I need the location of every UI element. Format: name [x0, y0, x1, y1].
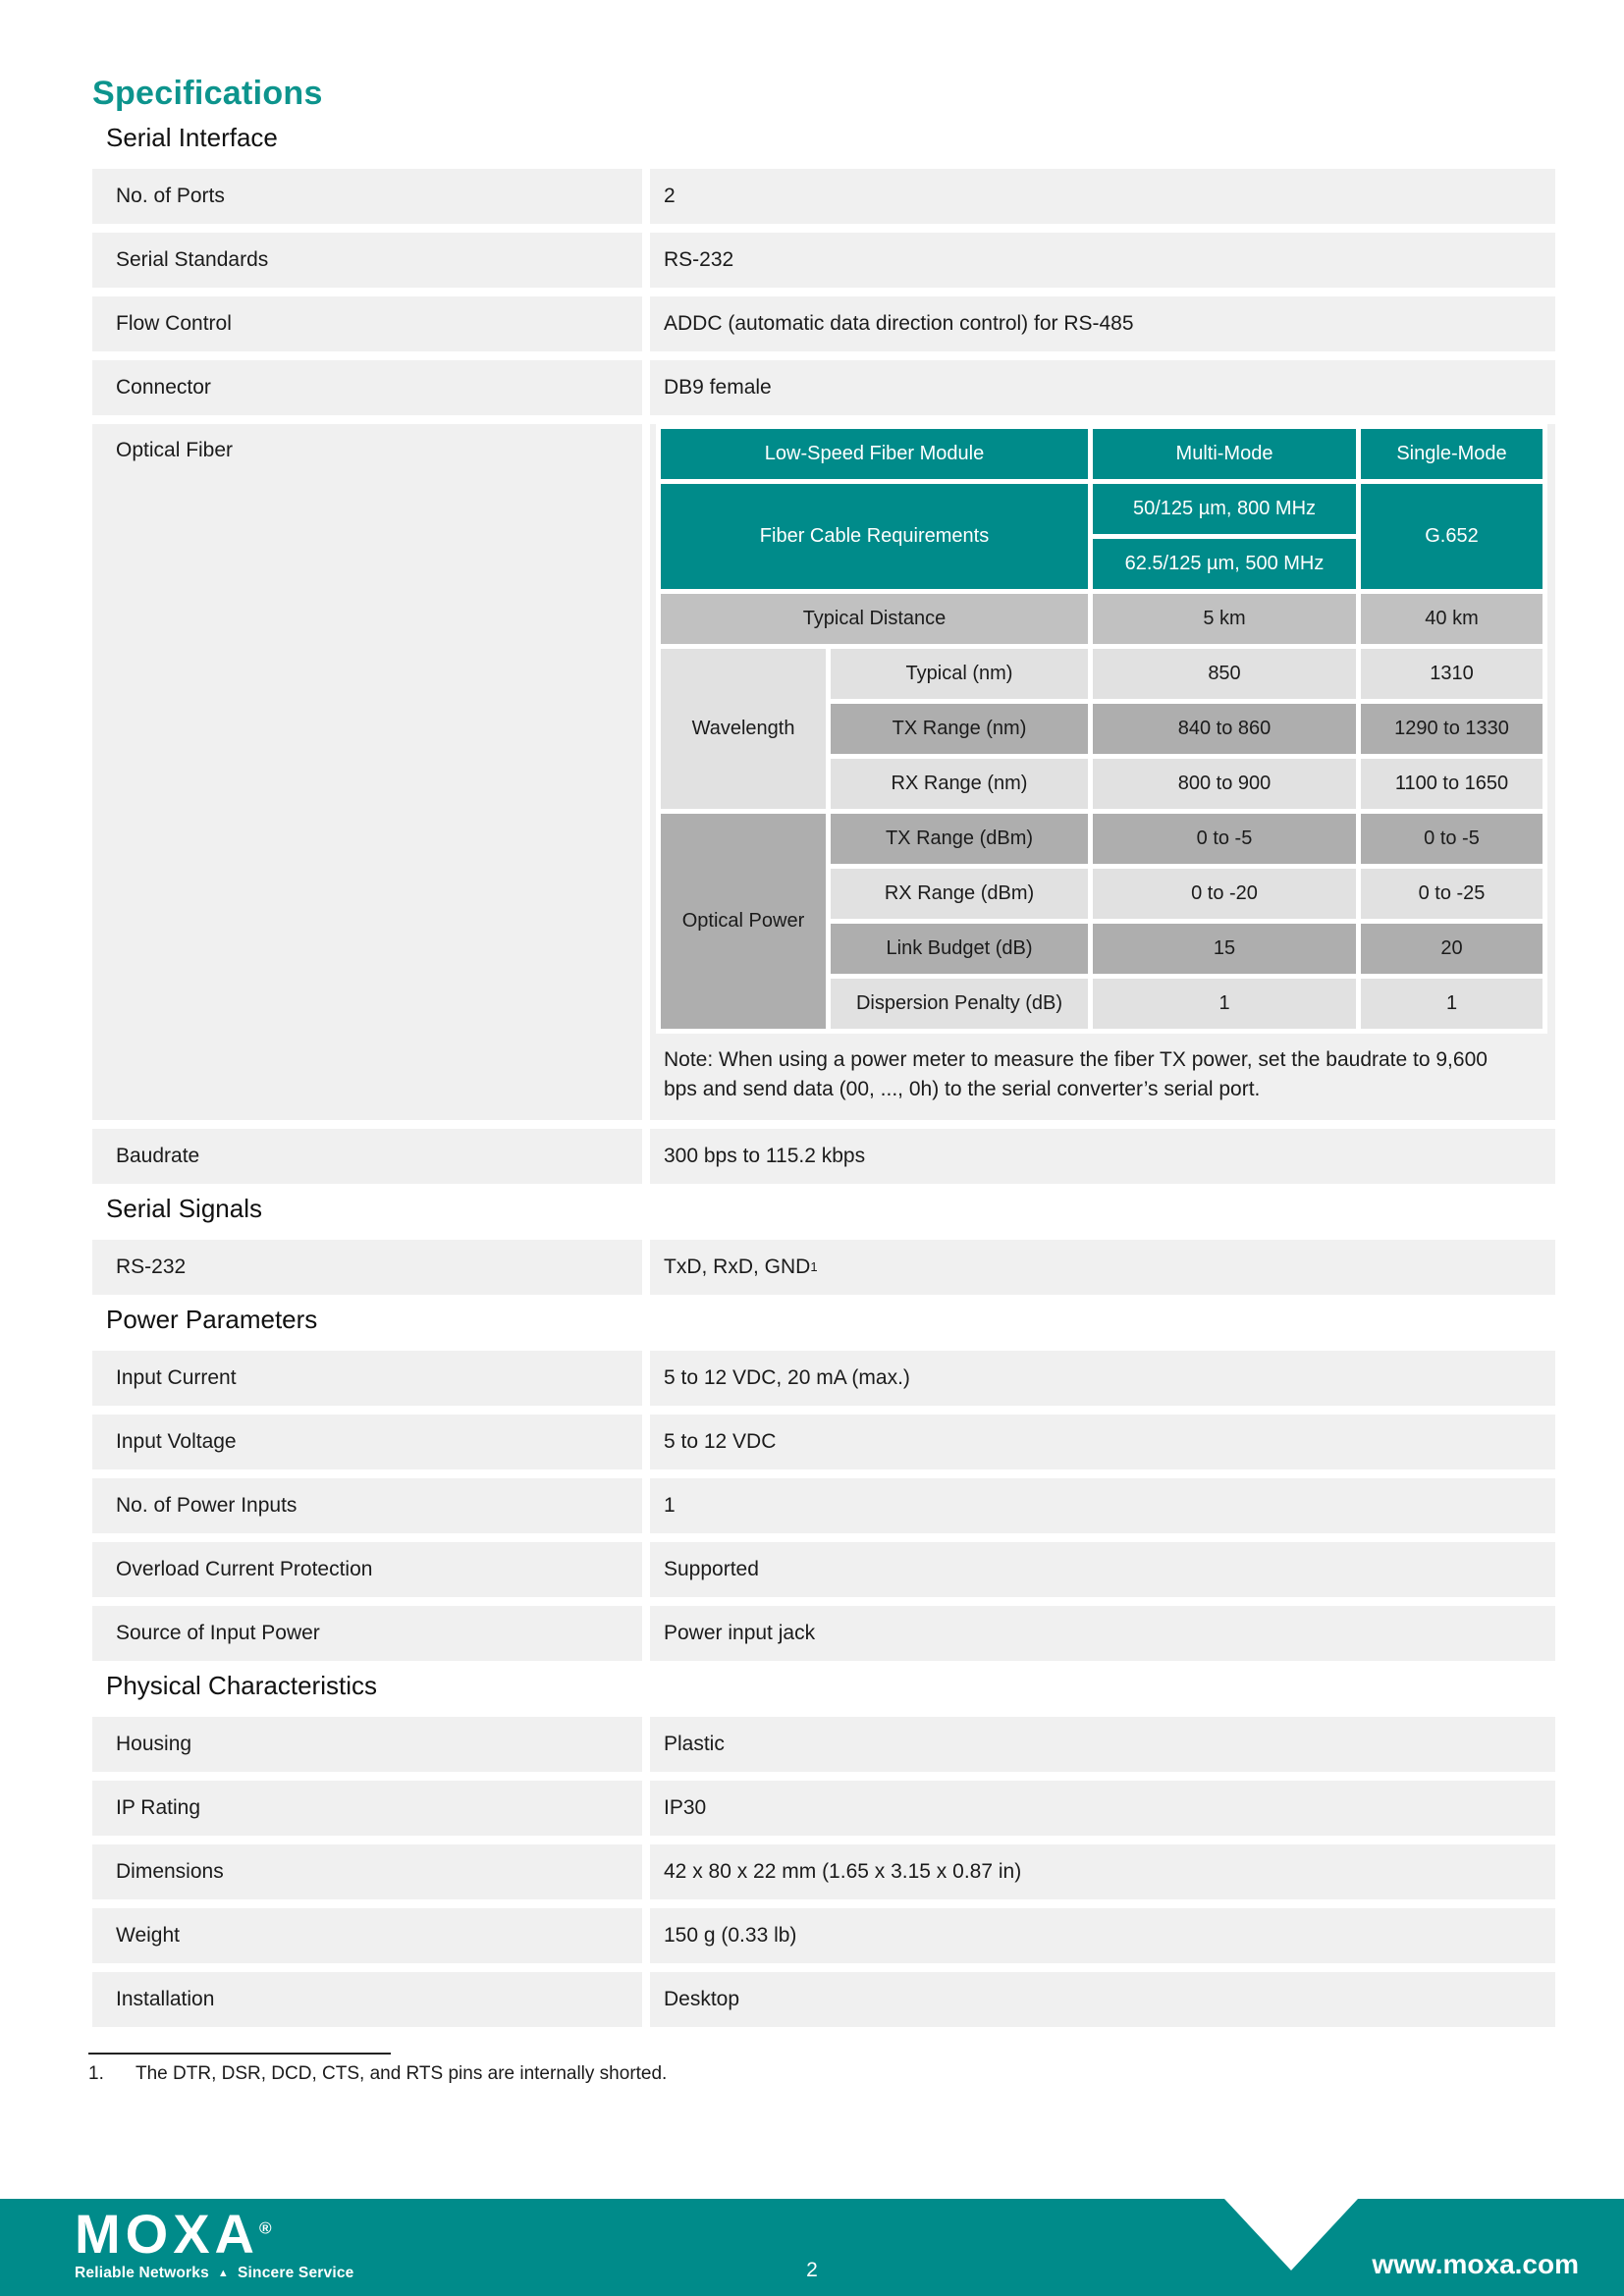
fiber-wavelength-label: Wavelength	[661, 649, 826, 809]
spec-value: IP30	[650, 1781, 1555, 1836]
spec-row-serial-standards	[92, 233, 1555, 288]
power-link-budget-multi-mode: 15	[1093, 924, 1356, 974]
tagline-left: Reliable Networks	[75, 2265, 209, 2281]
footnote-block	[88, 2053, 1555, 2085]
wavelength-rx-label: RX Range (nm)	[831, 759, 1088, 809]
spec-row-no-of-ports	[92, 169, 1555, 224]
fiber-module-table	[656, 424, 1547, 1034]
fiber-cable-multi-mode-1: 50/125 µm, 800 MHz	[1093, 484, 1356, 534]
fiber-cable-row-1	[661, 484, 1543, 534]
fiber-header-multi-mode: Multi-Mode	[1093, 429, 1356, 479]
power-rx-label: RX Range (dBm)	[831, 869, 1088, 919]
page-title: Specifications	[92, 75, 323, 112]
spec-value: 5 to 12 VDC	[650, 1415, 1555, 1469]
wavelength-tx-multi-mode: 840 to 860	[1093, 704, 1356, 754]
section-heading-power-parameters: Power Parameters	[106, 1304, 318, 1334]
spec-label: Flow Control	[92, 296, 642, 351]
spec-label: Serial Standards	[92, 233, 642, 288]
moxa-logo-wordmark	[75, 2203, 354, 2265]
spec-value: 150 g (0.33 lb)	[650, 1908, 1555, 1963]
spec-label: No. of Power Inputs	[92, 1478, 642, 1533]
fiber-distance-single-mode: 40 km	[1361, 594, 1543, 644]
spec-row-optical-fiber	[92, 424, 1555, 1120]
footnote	[88, 2063, 1555, 2085]
spec-label: IP Rating	[92, 1781, 642, 1836]
wavelength-tx-single-mode: 1290 to 1330	[1361, 704, 1543, 754]
spec-value: Supported	[650, 1542, 1555, 1597]
spec-row-flow-control	[92, 296, 1555, 351]
spec-value: Desktop	[650, 1972, 1555, 2027]
spec-label: RS-232	[92, 1240, 642, 1295]
page-content	[88, 0, 1555, 2085]
spec-row-input-current	[92, 1351, 1555, 1406]
fiber-wavelength-row-typical	[661, 649, 1543, 699]
spec-row-power-inputs	[92, 1478, 1555, 1533]
section-heading-physical-characteristics: Physical Characteristics	[106, 1670, 377, 1700]
section-heading-serial-signals: Serial Signals	[106, 1193, 262, 1223]
spec-label: Overload Current Protection	[92, 1542, 642, 1597]
fiber-distance-multi-mode: 5 km	[1093, 594, 1356, 644]
power-dispersion-multi-mode: 1	[1093, 979, 1356, 1029]
wavelength-tx-label: TX Range (nm)	[831, 704, 1088, 754]
spec-value: DB9 female	[650, 360, 1555, 415]
power-tx-multi-mode: 0 to -5	[1093, 814, 1356, 864]
fiber-header-single-mode: Single-Mode	[1361, 429, 1543, 479]
spec-label: Dimensions	[92, 1844, 642, 1899]
spec-value: TxD, RxD, GND 1	[650, 1240, 1555, 1295]
power-link-budget-label: Link Budget (dB)	[831, 924, 1088, 974]
spec-row-connector	[92, 360, 1555, 415]
spec-label: Weight	[92, 1908, 642, 1963]
spec-label: Baudrate	[92, 1129, 642, 1184]
spec-value: Plastic	[650, 1717, 1555, 1772]
spec-label: No. of Ports	[92, 169, 642, 224]
spec-row-ip-rating	[92, 1781, 1555, 1836]
page-number: 2	[806, 2259, 818, 2281]
moxa-website-link[interactable]: www.moxa.com	[1372, 2249, 1579, 2279]
footnote-marker: 1.	[88, 2062, 104, 2084]
wavelength-typical-multi-mode: 850	[1093, 649, 1356, 699]
spec-label: Input Voltage	[92, 1415, 642, 1469]
spec-value: 42 x 80 x 22 mm (1.65 x 3.15 x 0.87 in)	[650, 1844, 1555, 1899]
spec-row-dimensions	[92, 1844, 1555, 1899]
power-rx-multi-mode: 0 to -20	[1093, 869, 1356, 919]
power-rx-single-mode: 0 to -25	[1361, 869, 1543, 919]
page-footer	[0, 2199, 1624, 2296]
footnote-text: The DTR, DSR, DCD, CTS, and RTS pins are internally shorted.	[135, 2062, 668, 2084]
footnote-divider	[88, 2053, 391, 2055]
wavelength-rx-single-mode: 1100 to 1650	[1361, 759, 1543, 809]
spec-row-input-power-source	[92, 1606, 1555, 1661]
spec-label: Connector	[92, 360, 642, 415]
spec-row-rs232-signals	[92, 1240, 1555, 1295]
wavelength-typical-label: Typical (nm)	[831, 649, 1088, 699]
spec-value-text: TxD, RxD, GND	[664, 1255, 811, 1278]
spec-label: Source of Input Power	[92, 1606, 642, 1661]
power-dispersion-single-mode: 1	[1361, 979, 1543, 1029]
spec-row-housing	[92, 1717, 1555, 1772]
wavelength-typical-single-mode: 1310	[1361, 649, 1543, 699]
fiber-note: Note: When using a power meter to measure the fiber TX power, set the baudrate to 9,600 bps and send data (00, ..., 0h) to the serial converter’s serial port.	[664, 1048, 1488, 1100]
power-tx-single-mode: 0 to -5	[1361, 814, 1543, 864]
fiber-header-module: Low-Speed Fiber Module	[661, 429, 1088, 479]
optical-fiber-value-cell	[650, 424, 1555, 1120]
spec-value: Power input jack	[650, 1606, 1555, 1661]
spec-value: 300 bps to 115.2 kbps	[650, 1129, 1555, 1184]
fiber-power-row-tx	[661, 814, 1543, 864]
spec-row-weight	[92, 1908, 1555, 1963]
wavelength-rx-multi-mode: 800 to 900	[1093, 759, 1356, 809]
tagline-triangle-icon: ▲	[217, 2267, 230, 2279]
spec-label: Housing	[92, 1717, 642, 1772]
power-tx-label: TX Range (dBm)	[831, 814, 1088, 864]
fiber-distance-label: Typical Distance	[661, 594, 1088, 644]
spec-value: RS-232	[650, 233, 1555, 288]
fiber-cable-single-mode: G.652	[1361, 484, 1543, 589]
section-heading-serial-interface: Serial Interface	[106, 123, 278, 152]
spec-value: 1	[650, 1478, 1555, 1533]
fiber-cable-multi-mode-2: 62.5/125 µm, 500 MHz	[1093, 539, 1356, 589]
fiber-header-row	[661, 429, 1543, 479]
power-link-budget-single-mode: 20	[1361, 924, 1543, 974]
fiber-optical-power-label: Optical Power	[661, 814, 826, 1029]
spec-row-baudrate	[92, 1129, 1555, 1184]
spec-label: Optical Fiber	[92, 424, 642, 1120]
spec-value: ADDC (automatic data direction control) for RS-485	[650, 296, 1555, 351]
spec-value: 2	[650, 169, 1555, 224]
fiber-distance-row	[661, 594, 1543, 644]
spec-value: 5 to 12 VDC, 20 mA (max.)	[650, 1351, 1555, 1406]
moxa-logo-text: MOXA	[75, 2203, 259, 2265]
registered-trademark-icon: ®	[259, 2218, 272, 2238]
spec-row-input-voltage	[92, 1415, 1555, 1469]
spec-label: Installation	[92, 1972, 642, 2027]
spec-label: Input Current	[92, 1351, 642, 1406]
tagline-right: Sincere Service	[238, 2265, 354, 2281]
power-dispersion-label: Dispersion Penalty (dB)	[831, 979, 1088, 1029]
spec-row-installation	[92, 1972, 1555, 2027]
fiber-cable-label: Fiber Cable Requirements	[661, 484, 1088, 589]
spec-row-overload-protection	[92, 1542, 1555, 1597]
